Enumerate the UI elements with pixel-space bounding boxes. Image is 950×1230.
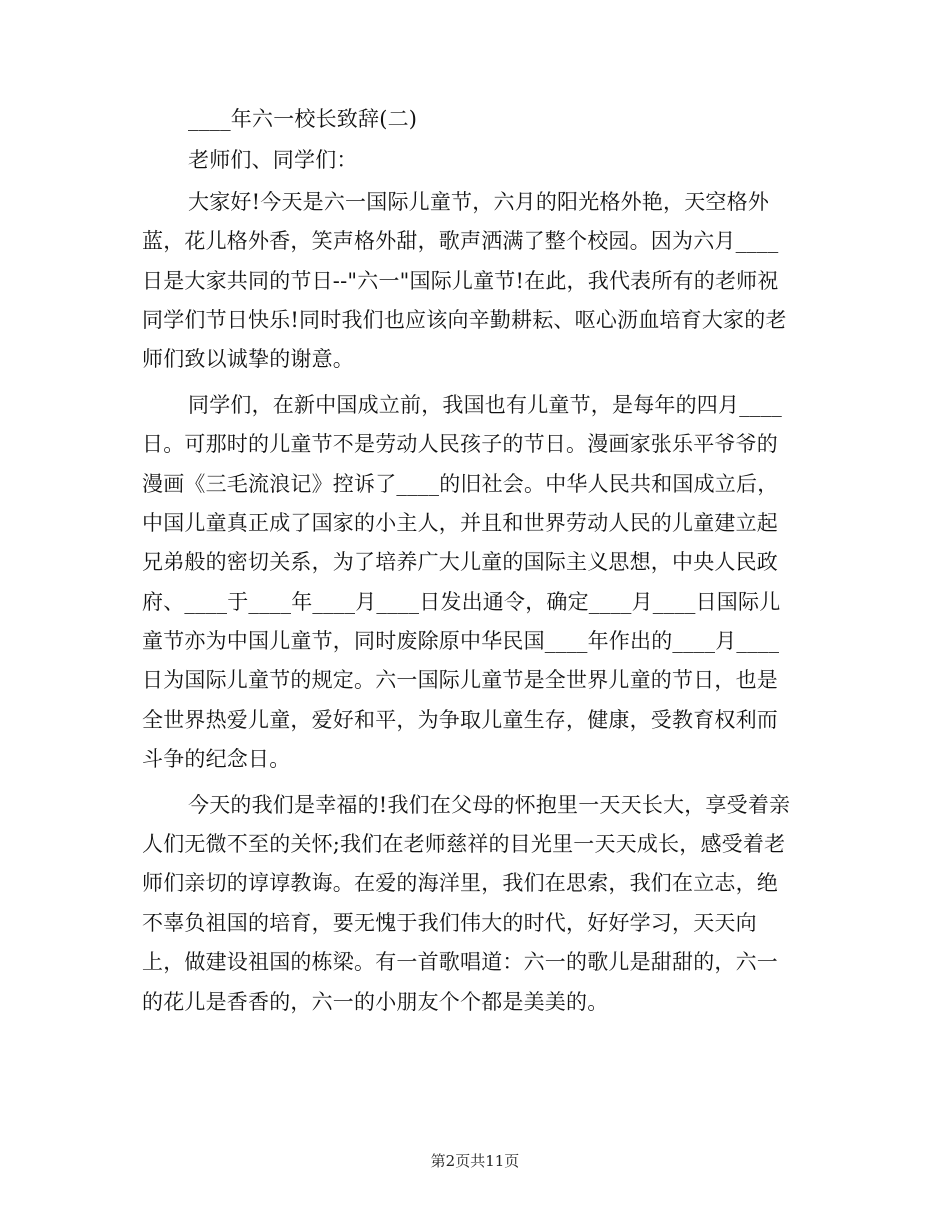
paragraph-line: 人们无微不至的关怀;我们在老师慈祥的目光里一天天成长，感受着老 — [142, 832, 786, 857]
page-number: 第2页共11页 — [430, 1152, 520, 1170]
paragraph-line: 兄弟般的密切关系，为了培养广大儿童的国际主义思想，中央人民政 — [142, 550, 778, 575]
paragraph-line: 斗争的纪念日。 — [142, 747, 291, 772]
paragraph-line: 日为国际儿童节的规定。六一国际儿童节是全世界儿童的节日，也是 — [142, 668, 778, 693]
paragraph-line: 童节亦为中国儿童节，同时废除原中华民国____年作出的____月____ — [142, 629, 780, 654]
paragraph-3 — [142, 786, 810, 1022]
paragraph-line: 府、____于____年____月____日发出通令，确定____月____日国际儿 — [142, 589, 781, 614]
paragraph-line: 全世界热爱儿童，爱好和平，为争取儿童生存，健康，受教育权利而 — [142, 707, 778, 732]
document-title: ____年六一校长致辞(二) — [188, 107, 418, 131]
paragraph-line: 今天的我们是幸福的!我们在父母的怀抱里一天天长大，享受着亲 — [188, 792, 791, 817]
paragraph-line: 日是大家共同的节日--"六一"国际儿童节!在此，我代表所有的老师祝 — [142, 268, 779, 293]
paragraph-line: 同学们节日快乐!同时我们也应该向辛勤耕耘、呕心沥血培育大家的老 — [142, 307, 787, 332]
paragraph-line: 蓝，花儿格外香，笑声格外甜，歌声洒满了整个校园。因为六月____ — [142, 229, 779, 254]
paragraph-line: 同学们，在新中国成立前，我国也有儿童节，是每年的四月____ — [188, 392, 782, 417]
paragraph-1 — [142, 183, 810, 380]
paragraph-line: 的花儿是香香的，六一的小朋友个个都是美美的。 — [142, 989, 609, 1014]
paragraph-line: 中国儿童真正成了国家的小主人，并且和世界劳动人民的儿童建立起 — [142, 510, 778, 535]
paragraph-line: 上，做建设祖国的栋梁。有一首歌唱道：六一的歌儿是甜甜的，六一 — [142, 950, 778, 975]
paragraph-line: 漫画《三毛流浪记》控诉了____的旧社会。中华人民共和国成立后， — [142, 471, 779, 496]
paragraph-line: 不辜负祖国的培育，要无愧于我们伟大的时代，好好学习，天天向 — [142, 910, 757, 935]
document-body — [142, 100, 810, 1022]
salutation: 老师们、同学们： — [188, 148, 358, 173]
paragraph-line: 师们亲切的谆谆教诲。在爱的海洋里，我们在思索，我们在立志，绝 — [142, 871, 778, 896]
paragraph-line: 日。可那时的儿童节不是劳动人民孩子的节日。漫画家张乐平爷爷的 — [142, 432, 778, 457]
paragraph-line: 大家好!今天是六一国际儿童节，六月的阳光格外艳，天空格外 — [188, 189, 770, 214]
paragraph-line: 师们致以诚挚的谢意。 — [142, 347, 354, 372]
paragraph-2 — [142, 386, 810, 780]
